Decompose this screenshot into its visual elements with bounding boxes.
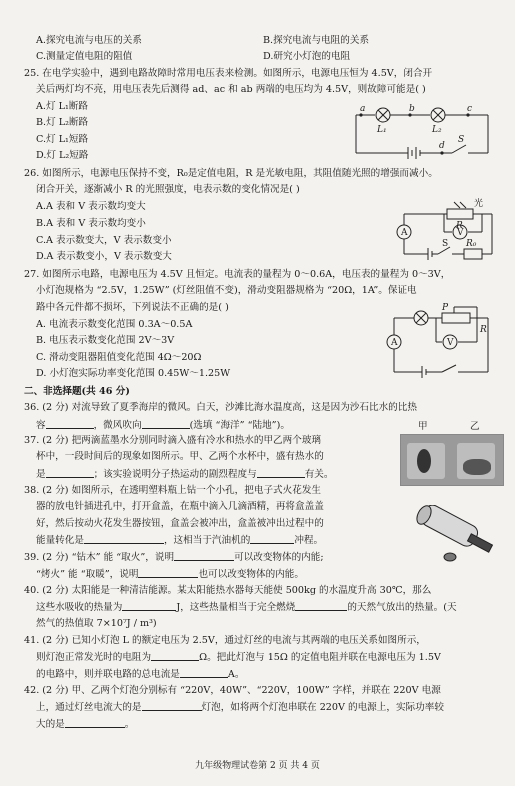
q27-rheostat-label: R bbox=[480, 325, 487, 335]
q26-option-a: A.A 表和 V 表示数均变大 bbox=[36, 201, 146, 212]
q38-line2: 器的放电针插进孔中，打开盒盖，在瓶中滴入几滴酒精，再将盒盖盖 bbox=[36, 501, 324, 512]
q40-blank-1[interactable] bbox=[122, 600, 176, 611]
q40-line1: 40. (2 分) 太阳能是一种清洁能源。某太阳能热水器每天能使 500kg 的水温度升高 30℃，那么 bbox=[24, 585, 432, 596]
q24-option-c: C.测量定值电阻的阻值 bbox=[36, 51, 133, 62]
q25-point-a: a bbox=[360, 104, 366, 114]
q25-option-a: A.灯 L₁断路 bbox=[36, 101, 89, 112]
section-2-heading: 二、非选择题(共 46 分) bbox=[24, 386, 130, 397]
q26-switch-label: S bbox=[442, 239, 449, 249]
q26-stem-line1: 26. 如图所示，电源电压保持不变，R₀是定值电阻，R 是光敏电阻，其阻值随光照的增强而减小。 bbox=[24, 168, 438, 179]
q36-line1: 36. (2 分) 对流导致了夏季海岸的微风。白天，沙滩比海水温度高，这是因为沙石比水的比热 bbox=[24, 402, 417, 413]
q24-option-b: B.探究电流与电阻的关系 bbox=[263, 35, 370, 46]
q36-line2: 容 ，微风吹向 (选填 “海洋” “陆地”)。 bbox=[36, 420, 290, 431]
q27-stem-line3: 路中各元件都不损坏，下列说法不正确的是( ) bbox=[36, 302, 229, 313]
q41-blank-1[interactable] bbox=[151, 650, 199, 661]
q39-line2: “烤火” 能 “取暖”，说明 也可以改变物体的内能。 bbox=[36, 569, 304, 580]
q37-blank-2[interactable] bbox=[257, 467, 305, 478]
q39-blank-2[interactable] bbox=[138, 567, 198, 578]
q25-stem-line2: 关后两灯均不亮，用电压表先后测得 ad、ac 和 ab 两端的电压均为 4.5V，则故障可能是( ) bbox=[36, 84, 426, 95]
q27-slider-p-label: P bbox=[442, 303, 449, 313]
q25-stem-line1: 25. 在电学实验中，遇到电路故障时常用电压表来检测。如图所示，电源电压恒为 4.5V，闭合开 bbox=[24, 68, 433, 79]
q25-lamp-l2-label: L₂ bbox=[432, 125, 442, 135]
page-footer: 九年级物理试卷第 2 页 共 4 页 bbox=[195, 761, 320, 771]
q37-cups-photo bbox=[400, 434, 504, 486]
q41-line3: 的电路中，则并联电路的总电流是 A。 bbox=[36, 669, 245, 680]
q36-blank-2[interactable] bbox=[142, 418, 190, 429]
q38-blank-1[interactable] bbox=[84, 533, 164, 544]
q27-stem-line1: 27. 如图所示电路，电源电压为 4.5V 且恒定。电流表的量程为 0～0.6A，电压表的量程为 0～3V， bbox=[24, 269, 451, 280]
q40-line2: 这些水吸收的热量为 J，这些热量相当于完全燃烧 的天然气放出的热量。(天 bbox=[36, 602, 457, 613]
q27-voltmeter-label: V bbox=[447, 338, 454, 348]
q26-resistor-r-label: R bbox=[456, 221, 463, 231]
q27-option-d: D. 小灯泡实际功率变化范围 0.45W～1.25W bbox=[36, 368, 231, 379]
q26-option-c: C.A 表示数变大，V 表示数变小 bbox=[36, 235, 172, 246]
q41-blank-2[interactable] bbox=[180, 667, 228, 678]
q42-line3: 大的是 。 bbox=[36, 719, 135, 730]
q26-stem-line2: 闭合开关，逐渐减小 R 的光照强度，电表示数的变化情况是( ) bbox=[36, 184, 300, 195]
q37-cup-yi-label: 乙 bbox=[470, 421, 480, 432]
q24-option-d: D.研究小灯泡的电阻 bbox=[263, 51, 351, 62]
q27-option-c: C. 滑动变阻器阻值变化范围 4Ω～20Ω bbox=[36, 352, 202, 363]
q40-blank-2[interactable] bbox=[295, 600, 347, 611]
q36-blank-1[interactable] bbox=[46, 418, 94, 429]
q26-option-b: B.A 表和 V 表示数均变小 bbox=[36, 218, 146, 229]
q25-point-b: b bbox=[409, 104, 415, 114]
q25-option-c: C.灯 L₁短路 bbox=[36, 134, 89, 145]
q37-cup-jia-label: 甲 bbox=[418, 421, 428, 432]
q37-line2: 杯中，一段时间后的现象如图所示。甲、乙两个水杯中，盛有热水的 bbox=[36, 451, 324, 462]
q41-line1: 41. (2 分) 已知小灯泡 L 的额定电压为 2.5V，通过灯丝的电流与其两端的电压关系如图所示， bbox=[24, 635, 426, 646]
q38-bottle-figure bbox=[410, 505, 500, 565]
q37-blank-1[interactable] bbox=[46, 467, 94, 478]
q25-point-c: c bbox=[467, 104, 473, 114]
q37-line1: 37. (2 分) 把两滴蓝墨水分别同时滴入盛有冷水和热水的甲乙两个玻璃 bbox=[24, 435, 322, 446]
q26-circuit-diagram bbox=[392, 196, 502, 262]
q25-switch-label: S bbox=[458, 135, 465, 145]
q25-circuit-diagram bbox=[348, 98, 498, 162]
q26-voltmeter-label: V bbox=[457, 228, 464, 238]
q25-option-b: B.灯 L₂断路 bbox=[36, 117, 89, 128]
q42-blank-1[interactable] bbox=[142, 700, 202, 711]
q39-blank-1[interactable] bbox=[174, 550, 234, 561]
q39-line1: 39. (2 分) “钻木” 能 “取火”，说明 可以改变物体的内能; bbox=[24, 552, 324, 563]
q25-lamp-l1-label: L₁ bbox=[377, 125, 387, 135]
q25-option-d: D.灯 L₂短路 bbox=[36, 150, 89, 161]
q27-stem-line2: 小灯泡规格为 “2.5V，1.25W” (灯丝阻值不变)，滑动变阻器规格为 “20Ω，1A”。保证电 bbox=[36, 285, 417, 296]
q26-option-d: D.A 表示数变小，V 表示数变大 bbox=[36, 251, 172, 262]
q41-line2: 则灯泡正常发光时的电阻为 Ω。把此灯泡与 15Ω 的定值电阻并联在电源电压为 1.5V bbox=[36, 652, 441, 663]
q40-line3: 然气的热值取 7×10⁷J / m³) bbox=[36, 618, 157, 629]
q38-blank-2[interactable] bbox=[250, 533, 294, 544]
q26-ammeter-label: A bbox=[401, 228, 408, 238]
q38-line4: 能量转化是 ，这相当于汽油机的 冲程。 bbox=[36, 535, 324, 546]
q26-resistor-r0-label: R₀ bbox=[466, 239, 477, 249]
q27-option-a: A. 电流表示数变化范围 0.3A～0.5A bbox=[36, 319, 193, 330]
q42-line2: 上，通过灯丝电流大的是 灯泡，如将两个灯泡串联在 220V 的电源上，实际功率较 bbox=[36, 702, 444, 713]
q37-line3: 是 ；该实验说明分子热运动的剧烈程度与 有关。 bbox=[36, 469, 334, 480]
q42-line1: 42. (2 分) 甲、乙两个灯泡分别标有 “220V，40W”、“220V，100W” 字样，并联在 220V 电源 bbox=[24, 685, 441, 696]
q25-point-d: d bbox=[439, 141, 445, 151]
q42-blank-2[interactable] bbox=[65, 717, 125, 728]
q24-option-a: A.探究电流与电压的关系 bbox=[36, 35, 142, 46]
q27-ammeter-label: A bbox=[391, 338, 398, 348]
q38-line3: 好，然后按动火花发生器按钮，盒盖会被冲出，盒盖被冲出过程中的 bbox=[36, 518, 324, 529]
q26-light-label: 光 bbox=[474, 199, 484, 209]
q38-line1: 38. (2 分) 如图所示，在透明塑料瓶上钻一个小孔，把电子式火花发生 bbox=[24, 485, 322, 496]
q27-option-b: B. 电压表示数变化范围 2V～3V bbox=[36, 335, 175, 346]
q27-circuit-diagram bbox=[380, 302, 502, 380]
